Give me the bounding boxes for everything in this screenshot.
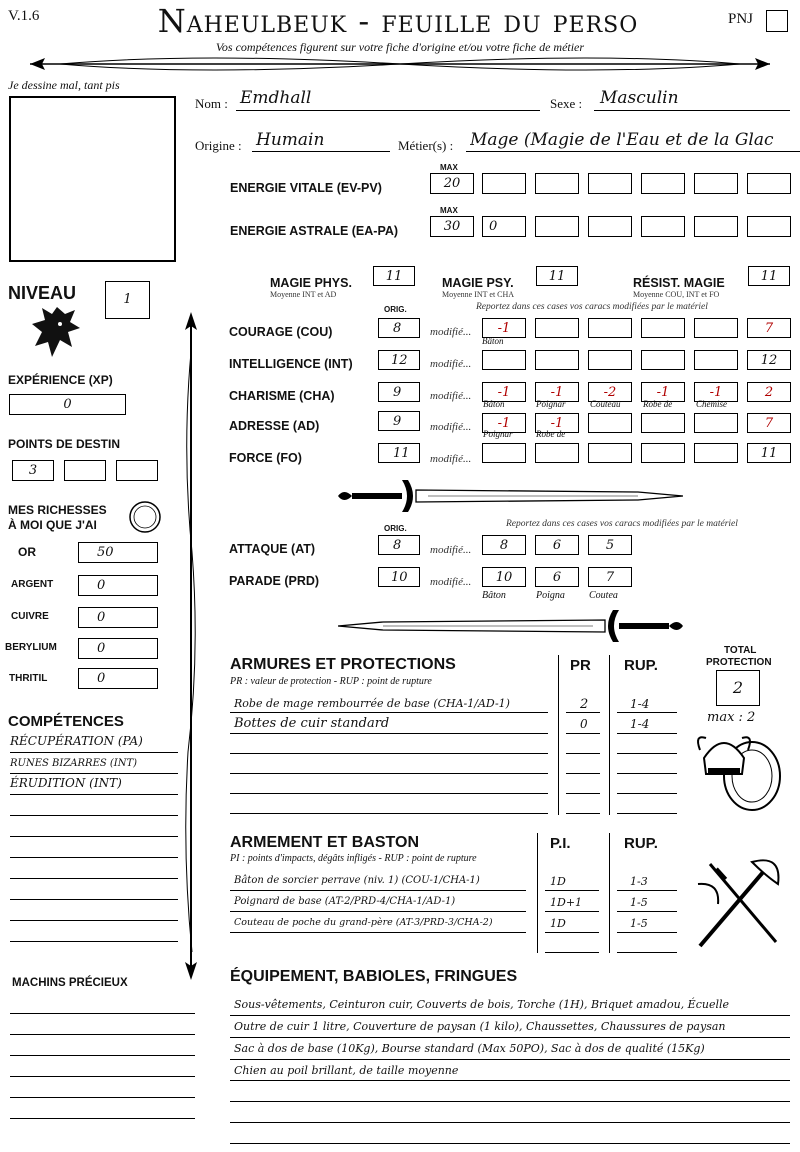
ad-modifie-label: modifié... — [430, 421, 472, 433]
competence-line-10 — [10, 941, 178, 942]
competence-line-8 — [10, 899, 178, 900]
arme-pi-line-3 — [545, 932, 599, 933]
origine-label: Origine : — [195, 138, 242, 153]
ev-box-5[interactable] — [694, 173, 738, 194]
cha-mod-2[interactable]: -1 — [535, 382, 579, 402]
equipement-line-3[interactable]: Sac à dos de base (10Kg), Bourse standard (Max 50PO), Sac à dos de qualité (15Kg) — [234, 1042, 705, 1055]
cha-label: CHARISME (CHA) — [229, 389, 335, 403]
combat-note-3: Coutea — [589, 590, 618, 601]
magie-psy-box[interactable]: 11 — [536, 266, 578, 286]
armure-pr-line-3 — [566, 753, 600, 754]
arme-line-3 — [230, 932, 526, 933]
version-label: V.1.6 — [8, 8, 40, 24]
cou-mod-4[interactable] — [641, 318, 685, 338]
cha-final-box[interactable]: 2 — [747, 382, 791, 402]
helmet-shield-icon — [694, 728, 786, 814]
fo-mod-1[interactable] — [482, 443, 526, 463]
portrait-frame[interactable] — [9, 96, 176, 262]
destin-box-3[interactable] — [116, 460, 158, 481]
xp-label: EXPÉRIENCE (XP) — [8, 373, 113, 387]
richesses-label-line1: MES RICHESSES — [8, 503, 107, 517]
cha-orig-box[interactable]: 9 — [378, 382, 420, 402]
arme-pi-line-2 — [545, 911, 599, 912]
fo-mod-3[interactable] — [588, 443, 632, 463]
machins-line-2 — [10, 1034, 195, 1035]
ev-label: ENERGIE VITALE (EV-PV) — [230, 181, 382, 195]
armure-line-5 — [230, 793, 548, 794]
nom-value[interactable]: Emdhall — [240, 88, 312, 108]
armures-col-sep-1 — [558, 655, 559, 815]
arme-rup-line-3 — [617, 932, 677, 933]
cou-note-1: Bâton — [482, 336, 504, 346]
portrait-caption: Je dessine mal, tant pis — [8, 78, 120, 92]
fo-modifie-label: modifié... — [430, 453, 472, 465]
competence-line-7 — [10, 878, 178, 879]
equipement-rule-5 — [230, 1101, 790, 1102]
cou-orig-box[interactable]: 8 — [378, 318, 420, 338]
machins-line-3 — [10, 1055, 195, 1056]
cou-mod-3[interactable] — [588, 318, 632, 338]
richesses-label-line2: À MOI QUE J'AI — [8, 518, 97, 532]
equipement-rule-1 — [230, 1015, 790, 1016]
sexe-line — [594, 110, 790, 111]
armure-row-2-pr[interactable]: 0 — [580, 717, 588, 731]
armures-title: ARMURES ET PROTECTIONS — [230, 656, 456, 673]
competence-item-2[interactable]: RUNES BIZARRES (INT) — [10, 758, 138, 769]
caracs-hint: Reportez dans ces cases vos caracs modifiées par le matériel — [476, 302, 708, 312]
cuivre-box[interactable]: 0 — [78, 607, 158, 628]
prd-mod-2[interactable]: 6 — [535, 567, 579, 587]
ea-box-3[interactable] — [588, 216, 632, 237]
arme-row-3-rup[interactable]: 1-5 — [630, 917, 648, 930]
armement-sub: PI : points d'impacts, dégâts infligés - RUP : point de rupture — [230, 853, 477, 864]
nom-label: Nom : — [195, 96, 228, 111]
armure-row-1-rup[interactable]: 1-4 — [630, 697, 650, 711]
arme-rup-line-1 — [617, 890, 677, 891]
origine-line — [252, 151, 390, 152]
arme-row-3-name[interactable]: Couteau de poche du grand-père (AT-3/PRD-3/CHA-2) — [234, 917, 493, 928]
caracs-orig-label: ORIG. — [384, 305, 407, 314]
int-modifie-label: modifié... — [430, 358, 472, 370]
armures-col-rup: RUP. — [624, 657, 658, 674]
arme-row-2-pi[interactable]: 1D+1 — [550, 896, 583, 909]
ad-final-box[interactable]: 7 — [747, 413, 791, 433]
armure-pr-line-4 — [566, 773, 600, 774]
ad-label: ADRESSE (AD) — [229, 419, 320, 433]
armure-row-2-name[interactable]: Bottes de cuir standard — [234, 716, 390, 731]
arme-row-2-name[interactable]: Poignard de base (AT-2/PRD-4/CHA-1/AD-1) — [234, 896, 456, 907]
prd-label: PARADE (PRD) — [229, 574, 320, 588]
competence-line-5 — [10, 836, 178, 837]
armement-col-sep-1 — [537, 833, 538, 953]
prd-modifie-label: modifié... — [430, 576, 472, 588]
cou-label: COURAGE (COU) — [229, 325, 333, 339]
cha-note-2: Poignar — [536, 399, 566, 409]
arme-row-3-pi[interactable]: 1D — [550, 917, 566, 930]
total-protection-box[interactable]: 2 — [716, 670, 760, 706]
metier-label: Métier(s) : — [398, 138, 454, 153]
armure-rup-line-3 — [617, 753, 677, 754]
ea-box-6[interactable] — [747, 216, 791, 237]
equipement-rule-6 — [230, 1122, 790, 1123]
berylium-box[interactable]: 0 — [78, 638, 158, 659]
armure-row-2-rup[interactable]: 1-4 — [630, 717, 650, 731]
at-label: ATTAQUE (AT) — [229, 542, 316, 556]
at-mod-3[interactable]: 5 — [588, 535, 632, 555]
resist-magie-box[interactable]: 11 — [748, 266, 790, 286]
ea-label: ENERGIE ASTRALE (EA-PA) — [230, 224, 399, 238]
armure-pr-line-6 — [566, 813, 600, 814]
fo-mod-2[interactable] — [535, 443, 579, 463]
resist-magie-sub: Moyenne COU, INT et FO — [633, 290, 720, 299]
thritil-label: THRITIL — [9, 673, 48, 684]
competence-item-3[interactable]: ÉRUDITION (INT) — [10, 776, 122, 790]
armure-pr-line-2 — [566, 733, 600, 734]
equipement-rule-2 — [230, 1037, 790, 1038]
ev-max-label: MAX — [440, 163, 458, 172]
magie-phys-label: MAGIE PHYS. — [270, 276, 352, 290]
ad-mod-4[interactable] — [641, 413, 685, 433]
cuivre-label: CUIVRE — [11, 611, 49, 622]
cha-mod-5[interactable]: -1 — [694, 382, 738, 402]
ad-mod-3[interactable] — [588, 413, 632, 433]
ea-max-label: MAX — [440, 206, 458, 215]
fo-mod-5[interactable] — [694, 443, 738, 463]
int-mod-5[interactable] — [694, 350, 738, 370]
arme-pi-line-4 — [545, 952, 599, 953]
armures-col-pr: PR — [570, 657, 591, 674]
cha-note-3: Couteau — [590, 399, 621, 409]
ad-orig-box[interactable]: 9 — [378, 411, 420, 431]
nom-line — [236, 110, 540, 111]
origine-value[interactable]: Humain — [256, 130, 325, 150]
max-protection-label: max : 2 — [707, 710, 756, 725]
fo-final-box[interactable]: 11 — [747, 443, 791, 463]
ea-box-4[interactable] — [641, 216, 685, 237]
arme-pi-line-1 — [545, 890, 599, 891]
int-mod-4[interactable] — [641, 350, 685, 370]
machins-line-5 — [10, 1097, 195, 1098]
destin-label: POINTS DE DESTIN — [8, 437, 121, 451]
sexe-value[interactable]: Masculin — [600, 88, 679, 108]
cha-note-4: Robe de — [643, 399, 673, 409]
ev-box-4[interactable] — [641, 173, 685, 194]
sexe-label: Sexe : — [550, 96, 583, 111]
cou-final-box[interactable]: 7 — [747, 318, 791, 338]
xp-box[interactable]: 0 — [9, 394, 126, 415]
at-modifie-label: modifié... — [430, 544, 472, 556]
cou-mod-1[interactable]: -1 — [482, 318, 526, 338]
arme-row-1-name[interactable]: Bâton de sorcier perrave (niv. 1) (COU-1/CHA-1) — [234, 875, 480, 886]
magie-psy-sub: Moyenne INT et CHA — [442, 290, 515, 299]
argent-label: ARGENT — [11, 579, 54, 590]
ad-mod-2[interactable]: -1 — [535, 413, 579, 433]
or-label: OR — [18, 545, 36, 559]
armure-line-6 — [230, 813, 548, 814]
combat-note-2: Poigna — [536, 590, 565, 601]
armement-col-pi: P.I. — [550, 835, 571, 852]
prd-orig-box[interactable]: 10 — [378, 567, 420, 587]
fo-orig-box[interactable]: 11 — [378, 443, 420, 463]
magie-psy-label: MAGIE PSY. — [442, 276, 514, 290]
ea-current-box[interactable]: 0 — [482, 216, 526, 237]
resist-magie-label: RÉSIST. MAGIE — [633, 276, 725, 290]
armure-rup-line-5 — [617, 793, 677, 794]
armure-rup-line-4 — [617, 773, 677, 774]
equipement-rule-7 — [230, 1143, 790, 1144]
competence-line-1 — [10, 752, 178, 753]
combat-hint: Reportez dans ces cases vos caracs modifiées par le matériel — [506, 519, 738, 529]
ev-box-3[interactable] — [588, 173, 632, 194]
machins-label: MACHINS PRÉCIEUX — [12, 977, 128, 989]
equipement-line-2[interactable]: Outre de cuir 1 litre, Couverture de paysan (1 kilo), Chaussettes, Chaussures de paysan — [234, 1020, 726, 1033]
int-mod-1[interactable] — [482, 350, 526, 370]
ad-note-2: Robe de — [536, 429, 566, 439]
at-orig-box[interactable]: 8 — [378, 535, 420, 555]
machins-line-1 — [10, 1013, 195, 1014]
int-mod-3[interactable] — [588, 350, 632, 370]
armure-rup-line-2 — [617, 733, 677, 734]
armures-sub: PR : valeur de protection - RUP : point de rupture — [230, 676, 432, 687]
armures-col-sep-2 — [609, 655, 610, 815]
total-protection-label-2: PROTECTION — [706, 657, 772, 668]
ad-note-1: Poignar — [483, 429, 513, 439]
fo-label: FORCE (FO) — [229, 451, 302, 465]
arme-rup-line-4 — [617, 952, 677, 953]
page-title: Naheulbeuk - feuille du perso — [157, 2, 639, 40]
combat-note-1: Bâton — [482, 590, 506, 601]
competence-line-9 — [10, 920, 178, 921]
int-mod-2[interactable] — [535, 350, 579, 370]
at-mod-1[interactable]: 8 — [482, 535, 526, 555]
competences-label: COMPÉTENCES — [8, 713, 124, 730]
arme-rup-line-2 — [617, 911, 677, 912]
machins-line-4 — [10, 1076, 195, 1077]
armement-col-rup: RUP. — [624, 835, 658, 852]
prd-mod-1[interactable]: 10 — [482, 567, 526, 587]
equipement-title: ÉQUIPEMENT, BABIOLES, FRINGUES — [230, 968, 518, 985]
equipement-rule-4 — [230, 1080, 790, 1081]
cha-mod-3[interactable]: -2 — [588, 382, 632, 402]
arme-line-1 — [230, 890, 526, 891]
ev-max-box[interactable]: 20 — [430, 173, 474, 194]
ad-mod-5[interactable] — [694, 413, 738, 433]
niveau-box[interactable]: 1 — [105, 281, 150, 319]
pnj-checkbox[interactable] — [766, 10, 788, 32]
armure-rup-line-1 — [617, 712, 677, 713]
cha-modifie-label: modifié... — [430, 390, 472, 402]
armure-line-2 — [230, 733, 548, 734]
argent-box[interactable]: 0 — [78, 575, 158, 596]
combat-orig-label: ORIG. — [384, 524, 407, 533]
armure-row-1-pr[interactable]: 2 — [580, 697, 589, 712]
dragon-icon — [30, 302, 84, 362]
vertical-spear-icon — [180, 312, 202, 980]
competence-line-6 — [10, 857, 178, 858]
armure-row-1-name[interactable]: Robe de mage rembourrée de base (CHA-1/AD-1) — [234, 697, 510, 710]
pnj-label: PNJ — [728, 11, 754, 27]
armure-pr-line-5 — [566, 793, 600, 794]
destin-box-2[interactable] — [64, 460, 106, 481]
equipement-line-4[interactable]: Chien au poil brillant, de taille moyenne — [234, 1064, 459, 1077]
ev-box-6[interactable] — [747, 173, 791, 194]
sword-icon — [338, 476, 683, 516]
armement-col-sep-2 — [609, 833, 610, 953]
cha-note-1: Bâton — [483, 399, 505, 409]
niveau-label: NIVEAU — [8, 283, 77, 303]
crossed-weapons-icon — [690, 854, 790, 954]
int-label: INTELLIGENCE (INT) — [229, 357, 353, 371]
competence-item-1[interactable]: RÉCUPÉRATION (PA) — [10, 734, 143, 748]
coin-icon — [128, 500, 162, 534]
spear-divider-icon — [0, 52, 800, 76]
fo-mod-4[interactable] — [641, 443, 685, 463]
arme-row-1-rup[interactable]: 1-3 — [630, 875, 648, 888]
destin-box-1[interactable]: 3 — [12, 460, 54, 481]
cou-mod-2[interactable] — [535, 318, 579, 338]
arme-row-1-pi[interactable]: 1D — [550, 875, 566, 888]
int-orig-box[interactable]: 12 — [378, 350, 420, 370]
metier-line — [466, 151, 800, 152]
cha-note-5: Chemise — [696, 399, 727, 409]
ea-max-box[interactable]: 30 — [430, 216, 474, 237]
ad-mod-1[interactable]: -1 — [482, 413, 526, 433]
machins-line-6 — [10, 1118, 195, 1119]
or-box[interactable]: 50 — [78, 542, 158, 563]
armement-title: ARMEMENT ET BASTON — [230, 834, 420, 851]
total-protection-label-1: TOTAL — [724, 645, 757, 656]
arme-line-2 — [230, 911, 526, 912]
at-mod-2[interactable]: 6 — [535, 535, 579, 555]
armure-line-4 — [230, 773, 548, 774]
competence-line-4 — [10, 815, 178, 816]
cou-modifie-label: modifié... — [430, 326, 472, 338]
ev-box-2[interactable] — [535, 173, 579, 194]
prd-mod-3[interactable]: 7 — [588, 567, 632, 587]
armure-rup-line-6 — [617, 813, 677, 814]
magie-phys-sub: Moyenne INT et AD — [270, 290, 337, 299]
ea-box-2[interactable] — [535, 216, 579, 237]
competence-line-3 — [10, 794, 178, 795]
cou-mod-5[interactable] — [694, 318, 738, 338]
cha-mod-1[interactable]: -1 — [482, 382, 526, 402]
armure-line-1 — [230, 712, 548, 713]
sword-icon-2 — [338, 606, 683, 646]
berylium-label: BERYLIUM — [5, 642, 57, 653]
ea-box-5[interactable] — [694, 216, 738, 237]
ev-box-1[interactable] — [482, 173, 526, 194]
arme-row-2-rup[interactable]: 1-5 — [630, 896, 648, 909]
page-subtitle: Vos compétences figurent sur votre fiche d'origine et/ou votre fiche de métier — [215, 40, 585, 54]
competence-line-2 — [10, 773, 178, 774]
armure-line-3 — [230, 753, 548, 754]
cha-mod-4[interactable]: -1 — [641, 382, 685, 402]
int-final-box[interactable]: 12 — [747, 350, 791, 370]
thritil-box[interactable]: 0 — [78, 668, 158, 689]
equipement-line-1[interactable]: Sous-vêtements, Ceinturon cuir, Couverts de bois, Torche (1H), Briquet amadou, Écuelle — [234, 998, 729, 1011]
magie-phys-box[interactable]: 11 — [373, 266, 415, 286]
equipement-rule-3 — [230, 1059, 790, 1060]
metier-value[interactable]: Mage (Magie de l'Eau et de la Glac — [470, 130, 774, 150]
armure-pr-line-1 — [566, 712, 600, 713]
